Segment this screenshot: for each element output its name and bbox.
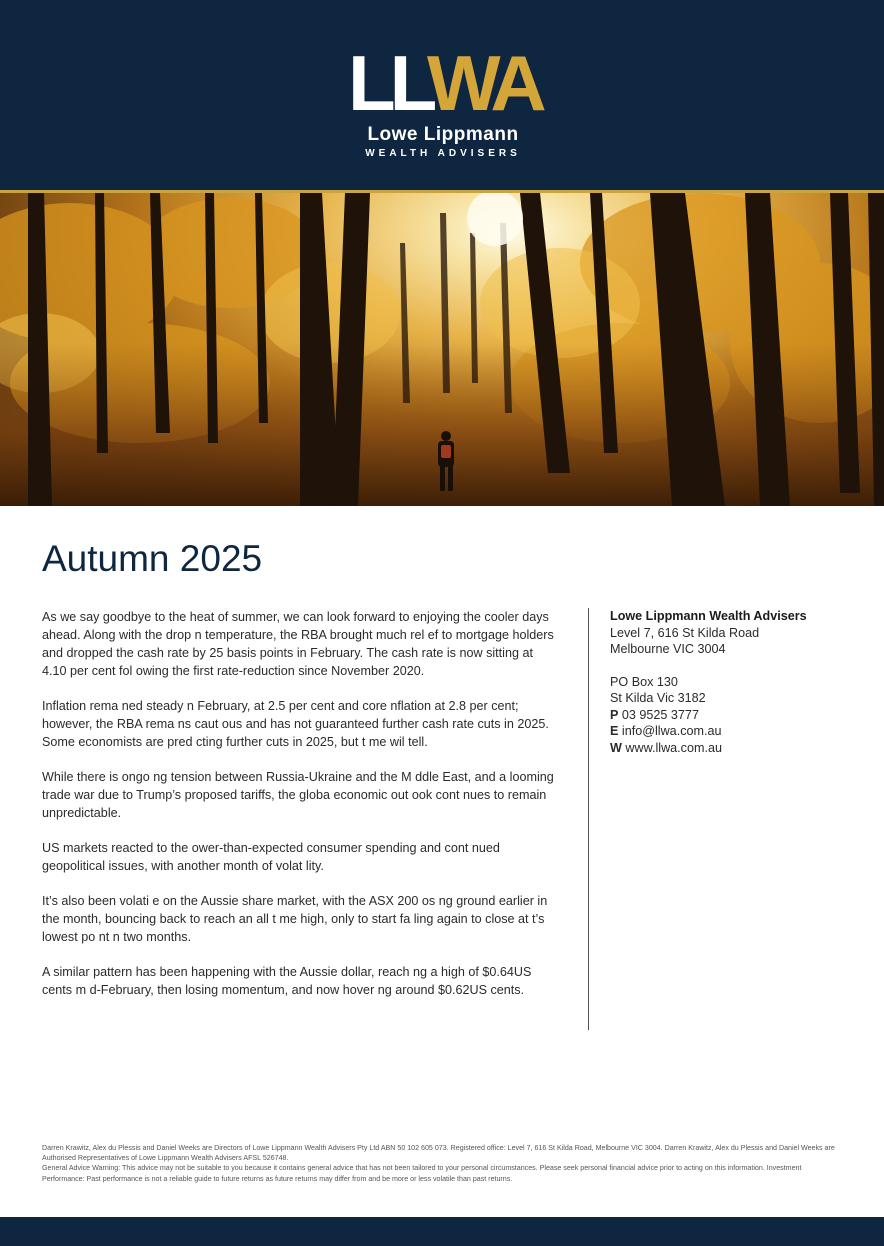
paragraph: It’s also been volati e on the Aussie share market, with the ASX 200 os ng ground earlier in the month, bouncing back to reach an all t me high, only to start fa ling again to close at t’s lowest po nt n two months. [42,894,548,944]
paragraph: A similar pattern has been happening with the Aussie dollar, reach ng a high of $0.64US cents m d-February, then losing momentum, and now hover ng around $0.62US cents. [42,965,532,997]
contact-address-line1: Level 7, 616 St Kilda Road [610,625,760,640]
footer-directors-disclosure: Darren Krawitz, Alex du Plessis and Daniel Weeks are Directors of Lowe Lippmann Wealth Advisers Pty Ltd ABN 50 102 605 073. Registered office: Level 7, 616 St Kilda Road, Melbourne VIC 3004. Darren Krawitz, Alex du Plessis and Daniel Weeks are Authorised Representatives of Lowe Lippmann Wealth Advisers AFSL 526748. [42,1144,835,1163]
contact-phone[interactable]: 03 9525 3777 [621,707,699,722]
logo-tagline: WEALTH ADVISERS [365,148,521,159]
footer-bar [0,1217,884,1246]
contact-email-link[interactable]: info@llwa.com.au [621,724,722,738]
contact-web-row [610,740,870,757]
footer-disclaimer [42,1143,842,1184]
logo-company-name: Lowe Lippmann [367,124,519,145]
logo-letters-gold: WA [427,39,541,127]
contact-po-box: PO Box 130 [610,674,678,689]
contact-po-suburb: St Kilda Vic 3182 [610,691,706,705]
contact-company-name: Lowe Lippmann Wealth Advisers [610,609,807,623]
hero-image-autumn-forest [0,193,884,506]
contact-block [610,608,870,756]
paragraph: Inflation rema ned steady n February, at 2.5 per cent and core nflation at 2.8 per cent; however, the RBA rema ns caut ous and has not guaranteed further cash rate cuts in 2025. Some economists are pred cting further cuts in 2025, but t me wil tell. [42,699,549,749]
llwa-logo [348,39,541,127]
column-divider [588,608,589,1030]
header-banner [0,0,884,190]
page-title: Autumn 2025 [42,538,263,579]
contact-phone-row [610,707,870,724]
logo-letters-white: LL [348,39,427,127]
email-label: E [610,724,619,738]
contact-email-row [610,723,870,740]
phone-label: P [610,707,619,722]
contact-address-line2: Melbourne VIC 3004 [610,642,726,656]
contact-website-link[interactable]: www.llwa.com.au [625,740,722,755]
paragraph: As we say goodbye to the heat of summer, we can look forward to enjoying the cooler days ahead. Along with the drop n temperature, the RBA brought much rel ef to mortgage holders and dropped the cash rate by 25 basis points in February. The cash rate is now sitting at 4.10 per cent fol owing the first rate-reduction since November 2020. [42,610,554,678]
web-label: W [610,740,622,755]
footer-advice-warning: General Advice Warning: This advice may not be suitable to you because it contains general advice that has not been tailored to your personal circumstances. Please seek personal financial advice prior to acting on this information. Investment Performance: Past performance is not a reliable guide to future returns as future returns may differ from and be more or less volatile than past returns. [42,1164,802,1183]
paragraph: US markets reacted to the ower-than-expected consumer spending and cont nued geopolitical issues, with another month of volat lity. [42,841,500,873]
paragraph: While there is ongo ng tension between Russia-Ukraine and the M ddle East, and a looming trade war due to Trump’s proposed tariffs, the globa economic out ook cont nues to remain unpredictable. [42,770,554,820]
article-body [42,608,557,1016]
forest-illustration [0,193,884,506]
